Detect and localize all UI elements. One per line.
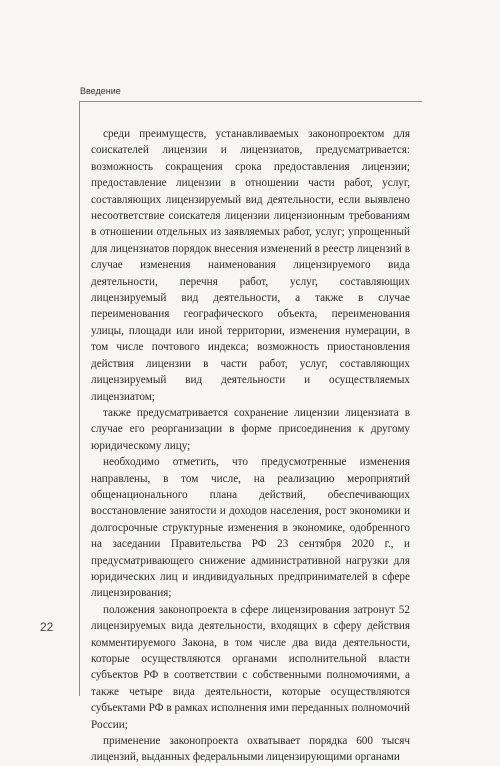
running-head: Введение [80, 86, 121, 96]
margin-rule [79, 101, 80, 696]
paragraph-1: среди преимуществ, устанавливаемых законопроектом для соискателей лицензии и лицензиатов, предусматривается: возможность сокращения срока предоставления лицензии; предоставление лицензии в отношении части работ, услуг, составляющих лицензируемый вид деятельности, если выявлено несоответствие соискателя лицензии лицензионным требованиям в отношении отдельных из заявляемых работ, услуг; упрощенный для лицензиатов порядок внесения изменений в реестр лицензий в случае изменения наименования лицензируемого вида деятельности, перечня работ, услуг, составляющих лицензируемый вид деятельности, а также в случае переименования географического объекта, переименования улицы, площади или иной территории, изменения нумерации, в том числе почтового индекса; возможность приостановления действия лицензии в части работ, услуг, составляющих лицензируемый вид деятельности и осуществляемых лицензиатом; [91, 128, 410, 403]
paragraph-4: положения законопроекта в сфере лицензирования затронут 52 лицензируемых вида деятельности, входящих в сферу действия комментируемого Закона, в том числе два вида деятельности, которые осуществляются органами исполнительной власти субъектов РФ в соответствии с собственными полномочиями, а также четыре вида деятельности, которые осуществляются субъектами РФ в рамках исполнения ими переданных полномочий России; [91, 603, 410, 731]
paragraph-3: необходимо отметить, что предусмотренные изменения направлены, в том числе, на реализацию мероприятий общенационального плана действий, обеспечивающих восстановление занятости и доходов населения, рост экономики и долгосрочные структурные изменения в экономике, одобренного на заседании Правительства РФ 23 сентября 2020 г., и предусматривающего снижение административной нагрузки для юридических лиц и индивидуальных предпринимателей в сфере лицензирования; [91, 456, 410, 600]
page-number: 22 [40, 620, 54, 634]
body-text [91, 126, 410, 766]
paragraph-2: также предусматривается сохранение лицензии лицензиата в случае его реорганизации в форме присоединения к другому юридическому лицу; [91, 406, 410, 452]
header-rule [80, 101, 422, 102]
paragraph-5: применение законопроекта охватывает порядка 600 тысяч лицензий, выданных федеральными лицензирующими органами [91, 735, 410, 764]
